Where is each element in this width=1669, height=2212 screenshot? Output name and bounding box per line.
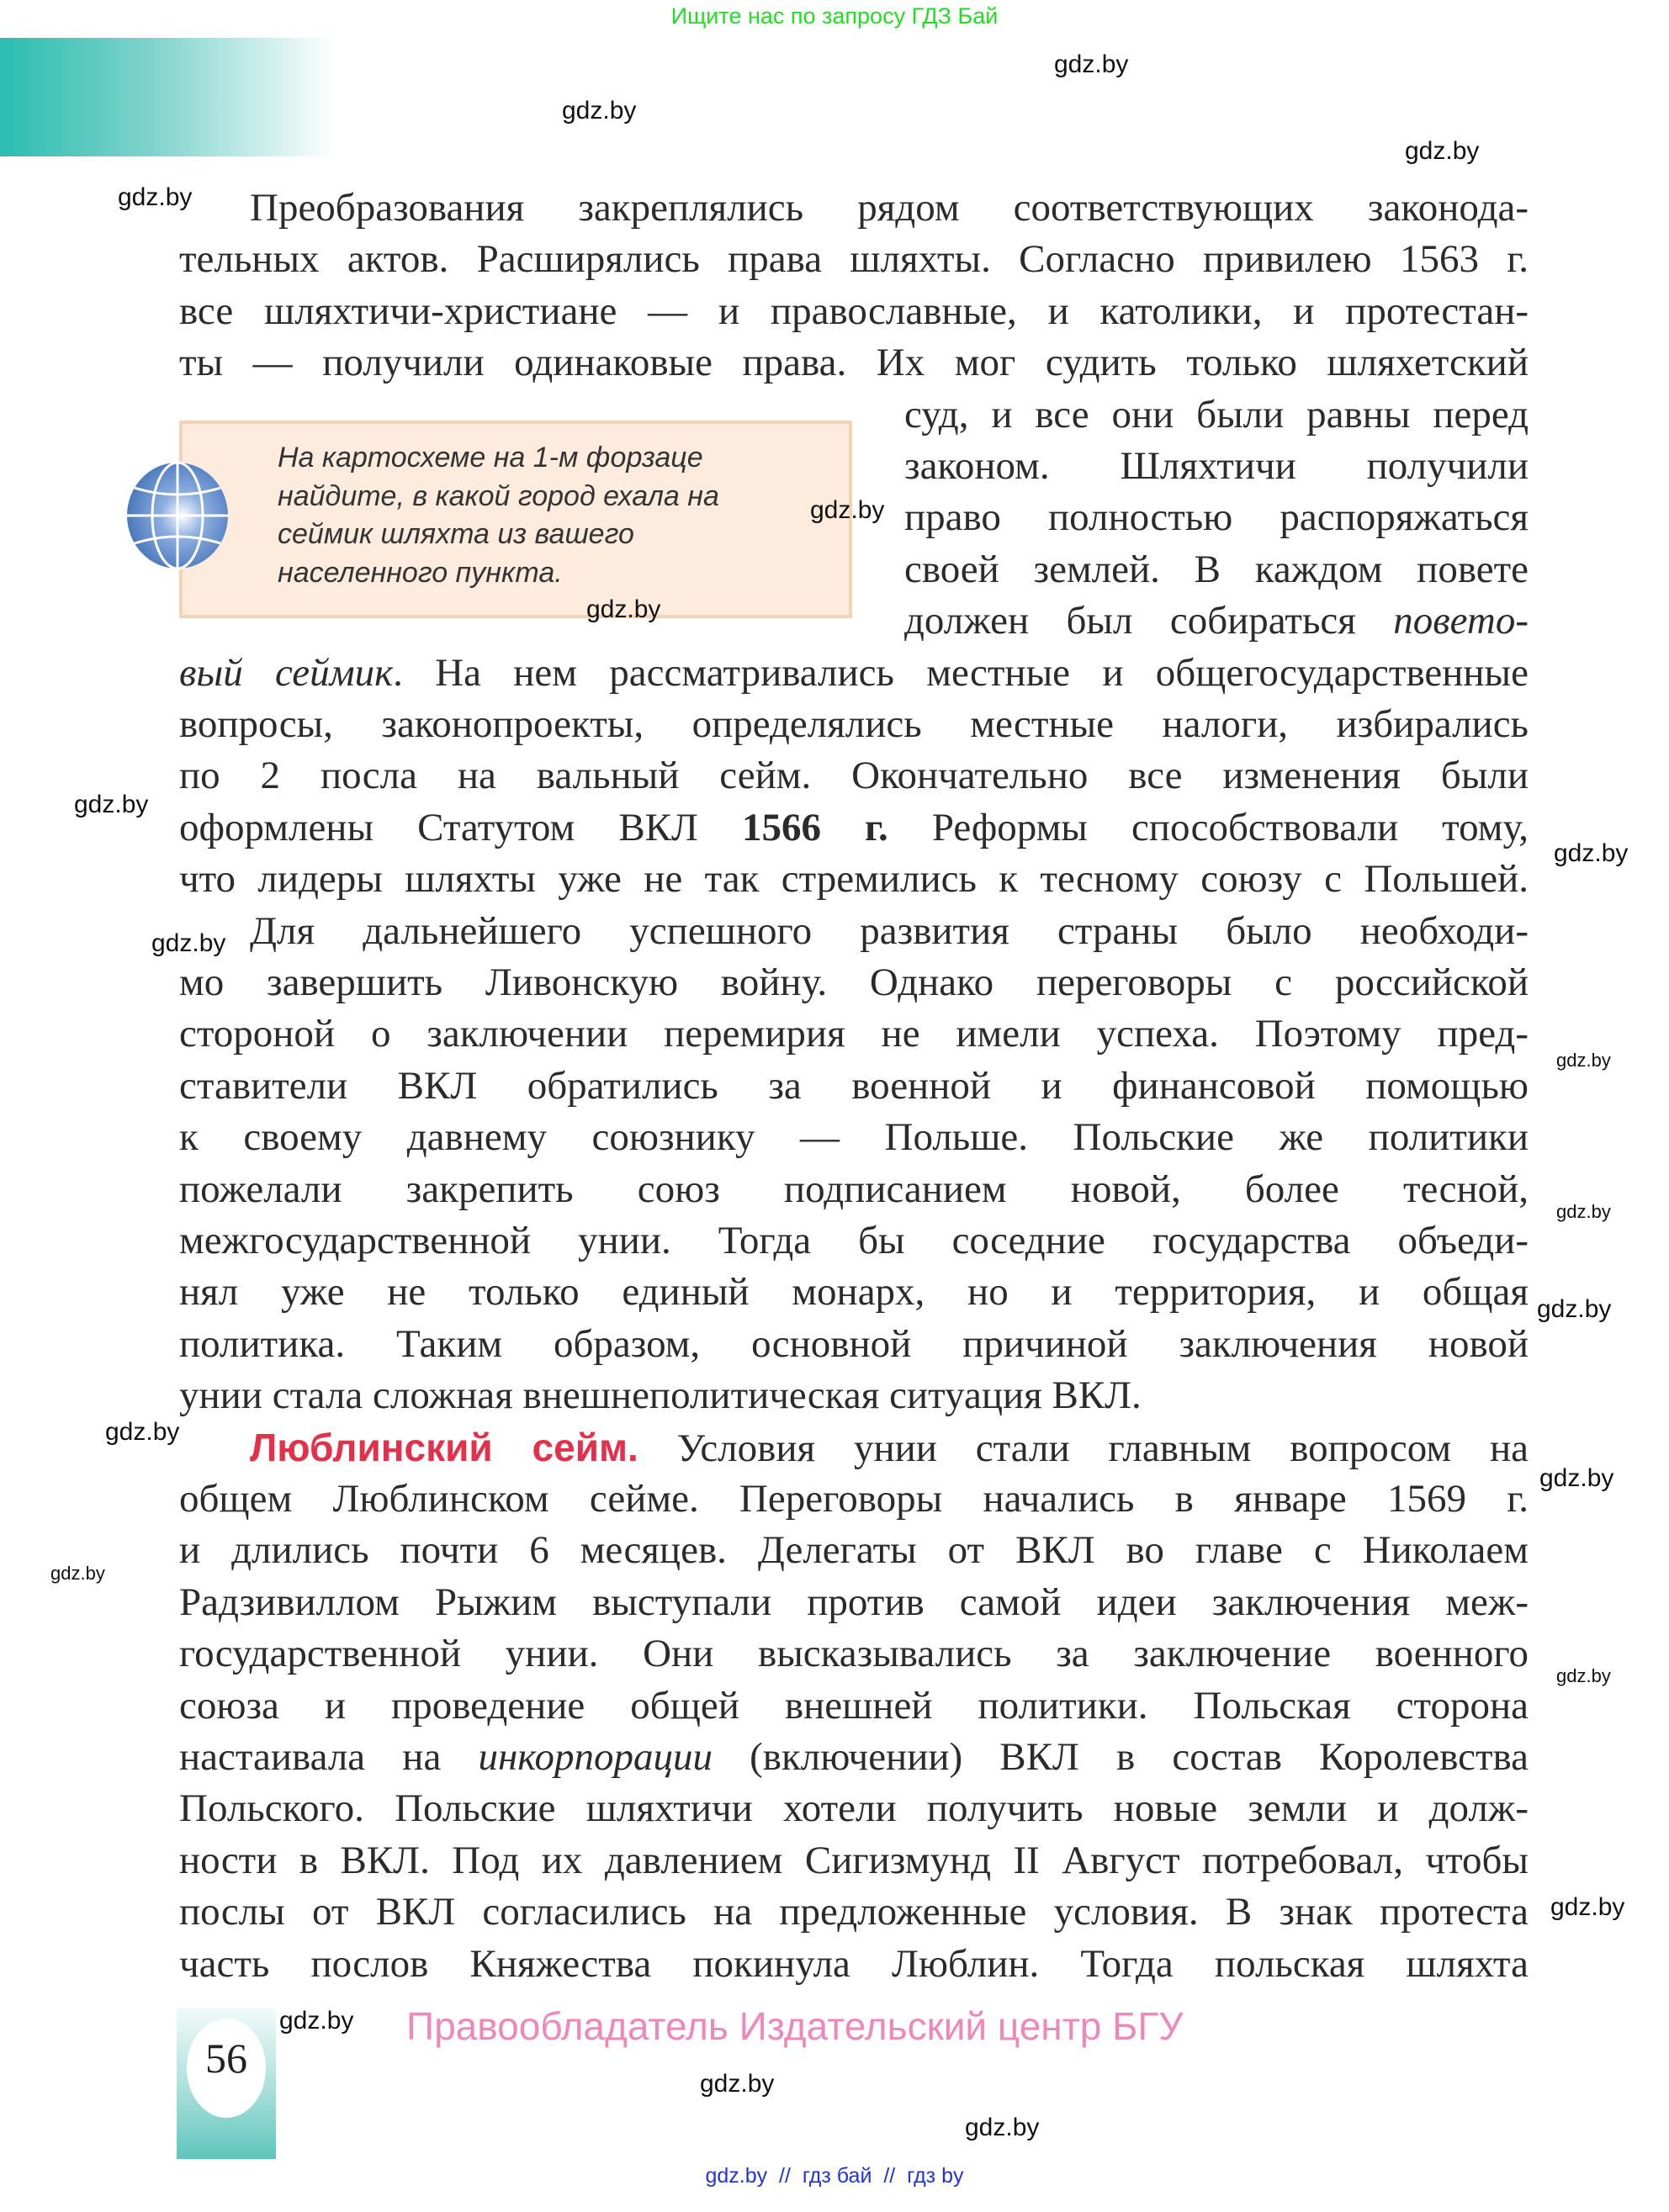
- text-segment: ты — получили одинаковые права. Их мог судить только шляхетский: [179, 341, 1529, 385]
- text-segment: настаивала на: [179, 1735, 479, 1779]
- text-segment: унии стала сложная внешнеполитическая ситуация ВКЛ.: [179, 1373, 1142, 1418]
- text-segment: пожелали закрепить союз подписанием новой, более тесной,: [179, 1167, 1529, 1211]
- text-line: [179, 1835, 1529, 1887]
- text-line: [179, 234, 1529, 285]
- text-segment: законом. Шляхтичи получили: [904, 444, 1529, 488]
- text-line: [904, 389, 1529, 441]
- text-segment: стороной о заключении перемирия не имели успеха. Поэтому пред-: [179, 1012, 1529, 1056]
- text-line: [179, 1680, 1529, 1732]
- text-line: [179, 802, 1529, 854]
- text-line: [904, 492, 1529, 543]
- task-line: найдите, в какой город ехала на: [278, 479, 719, 512]
- text-line: [179, 1783, 1529, 1834]
- watermark: gdz.by: [50, 1563, 105, 1584]
- text-line: [250, 1422, 1529, 1474]
- text-segment: своей землей. В каждом повете: [904, 547, 1529, 591]
- text-line: [250, 906, 1529, 957]
- text-segment: межгосударственной унии. Тогда бы соседние государства объеди-: [179, 1219, 1529, 1262]
- watermark: gdz.by: [1405, 137, 1480, 165]
- globe-icon: [125, 461, 230, 570]
- text-line: [179, 1577, 1529, 1628]
- text-segment: союза и проведение общей внешней политики. Польская сторона: [179, 1683, 1529, 1728]
- text-segment: Преобразования закреплялись рядом соответствующих законода-: [250, 186, 1529, 230]
- italic-term: повето-: [1393, 599, 1529, 643]
- text-segment: ности в ВКЛ. Под их давлением Сигизмунд II Август потребовал, чтобы: [179, 1838, 1529, 1882]
- text-segment: что лидеры шляхты уже не так стремились к тесному союзу с Польшей.: [179, 857, 1529, 902]
- text-segment: общем Люблинском сейме. Переговоры начались в январе 1569 г.: [179, 1477, 1529, 1521]
- text-line: [179, 1939, 1529, 1990]
- text-line: [179, 1319, 1529, 1370]
- task-line: На картосхеме на 1-м форзаце: [278, 442, 703, 474]
- text-line: [179, 699, 1529, 750]
- text-line: [179, 1370, 1529, 1421]
- text-line: [179, 1732, 1529, 1783]
- text-segment: часть послов Княжества покинула Люблин. Тогда польская шляхта: [179, 1941, 1529, 1986]
- text-segment: . На нем рассматривались местные и общегосударственные: [393, 650, 1529, 695]
- search-hint-banner: Ищите нас по запросу ГДЗ Бай: [670, 3, 999, 29]
- text-segment: (включении) ВКЛ в состав Королевства: [712, 1735, 1529, 1779]
- text-segment: к своему давнему союзнику — Польше. Польские же политики: [179, 1115, 1529, 1160]
- watermark: gdz.by: [700, 2070, 775, 2098]
- text-line: [179, 1267, 1529, 1318]
- bold-date: 1566 г.: [741, 805, 888, 849]
- decorative-teal-band: [0, 38, 336, 156]
- text-line: [179, 1215, 1529, 1267]
- text-line: [179, 648, 1529, 699]
- text-line: [179, 854, 1529, 905]
- watermark: gdz.by: [586, 595, 661, 623]
- text-segment: ставители ВКЛ обратились за военной и финансовой помощью: [179, 1063, 1529, 1108]
- text-segment: суд, и все они были равны перед: [904, 392, 1529, 437]
- text-segment: все шляхтичи-христиане — и православные, и католики, и протестан-: [179, 288, 1529, 333]
- watermark: gdz.by: [562, 97, 637, 124]
- watermark: gdz.by: [279, 2007, 354, 2035]
- watermark: gdz.by: [1539, 1464, 1614, 1492]
- text-line: [179, 1628, 1529, 1680]
- italic-term: вый сеймик: [179, 650, 394, 695]
- watermark: gdz.by: [1556, 1665, 1611, 1686]
- text-segment: Реформы способствовали тому,: [887, 805, 1529, 849]
- text-segment: мо завершить Ливонскую войну. Однако переговоры с российской: [179, 960, 1529, 1004]
- text-segment: вопросы, законопроекты, определялись местные налоги, избирались: [179, 702, 1529, 746]
- watermark: gdz.by: [1556, 1050, 1611, 1071]
- text-segment: Польского. Польские шляхтичи хотели получить новые земли и долж-: [179, 1786, 1529, 1831]
- text-line: [179, 1525, 1529, 1576]
- text-line: [179, 286, 1529, 337]
- task-line: населенного пункта.: [278, 556, 563, 589]
- text-segment: Условия унии стали главным вопросом на: [638, 1426, 1529, 1470]
- text-line: [179, 1112, 1529, 1163]
- watermark: gdz.by: [1054, 50, 1129, 78]
- watermark: gdz.by: [74, 791, 149, 818]
- text-line: [179, 1164, 1529, 1215]
- watermark: gdz.by: [151, 929, 226, 957]
- watermark: gdz.by: [118, 183, 193, 211]
- text-segment: тельных актов. Расширялись права шляхты. Согласно привилею 1563 г.: [179, 237, 1529, 282]
- text-segment: политика. Таким образом, основной причиной заключения новой: [179, 1321, 1529, 1366]
- text-line: [179, 1474, 1529, 1525]
- text-segment: право полностью распоряжаться: [904, 495, 1529, 540]
- text-segment: нял уже не только единый монарх, но и территория, и общая: [179, 1270, 1529, 1315]
- page-number: 56: [205, 2035, 247, 2082]
- watermark: gdz.by: [1537, 1295, 1612, 1323]
- task-box-text: [278, 439, 719, 592]
- watermark: gdz.by: [1554, 839, 1629, 867]
- watermark: gdz.by: [105, 1418, 180, 1446]
- italic-term: инкорпорации: [478, 1735, 713, 1779]
- text-segment: послы от ВКЛ согласились на предложенные условия. В знак протеста: [179, 1890, 1529, 1934]
- footer-links[interactable]: gdz.by // гдз бай // гдз by: [705, 2164, 964, 2188]
- text-segment: оформлены Статутом ВКЛ: [179, 805, 742, 849]
- text-segment: Для дальнейшего успешного развития страны было необходи-: [250, 908, 1529, 953]
- text-line: [179, 337, 1529, 389]
- text-line: [250, 183, 1529, 234]
- text-line: [179, 750, 1529, 802]
- text-line: [904, 595, 1529, 647]
- text-line: [179, 957, 1529, 1008]
- task-line: сеймик шляхта из вашего: [278, 518, 634, 550]
- watermark: gdz.by: [1556, 1201, 1611, 1222]
- text-segment: и длились почти 6 месяцев. Делегаты от ВКЛ во главе с Николаем: [179, 1528, 1529, 1573]
- watermark: gdz.by: [965, 2114, 1040, 2141]
- text-line: [179, 1008, 1529, 1060]
- text-line: [179, 1061, 1529, 1112]
- text-segment: по 2 посла на вальный сейм. Окончательно все изменения были: [179, 754, 1529, 798]
- section-heading: Люблинский сейм.: [250, 1425, 638, 1469]
- watermark: gdz.by: [1550, 1893, 1625, 1921]
- watermark: gdz.by: [810, 496, 885, 524]
- text-line: [904, 544, 1529, 595]
- text-line: [179, 1887, 1529, 1938]
- text-segment: Радзивиллом Рыжим выступали против самой идеи заключения меж-: [179, 1580, 1529, 1624]
- copyright-notice: Правообладатель Издательский центр БГУ: [406, 2004, 1184, 2048]
- text-segment: государственной унии. Они высказывались за заключение военного: [179, 1632, 1529, 1676]
- text-segment: должен был собираться: [904, 599, 1394, 643]
- text-line: [904, 441, 1529, 492]
